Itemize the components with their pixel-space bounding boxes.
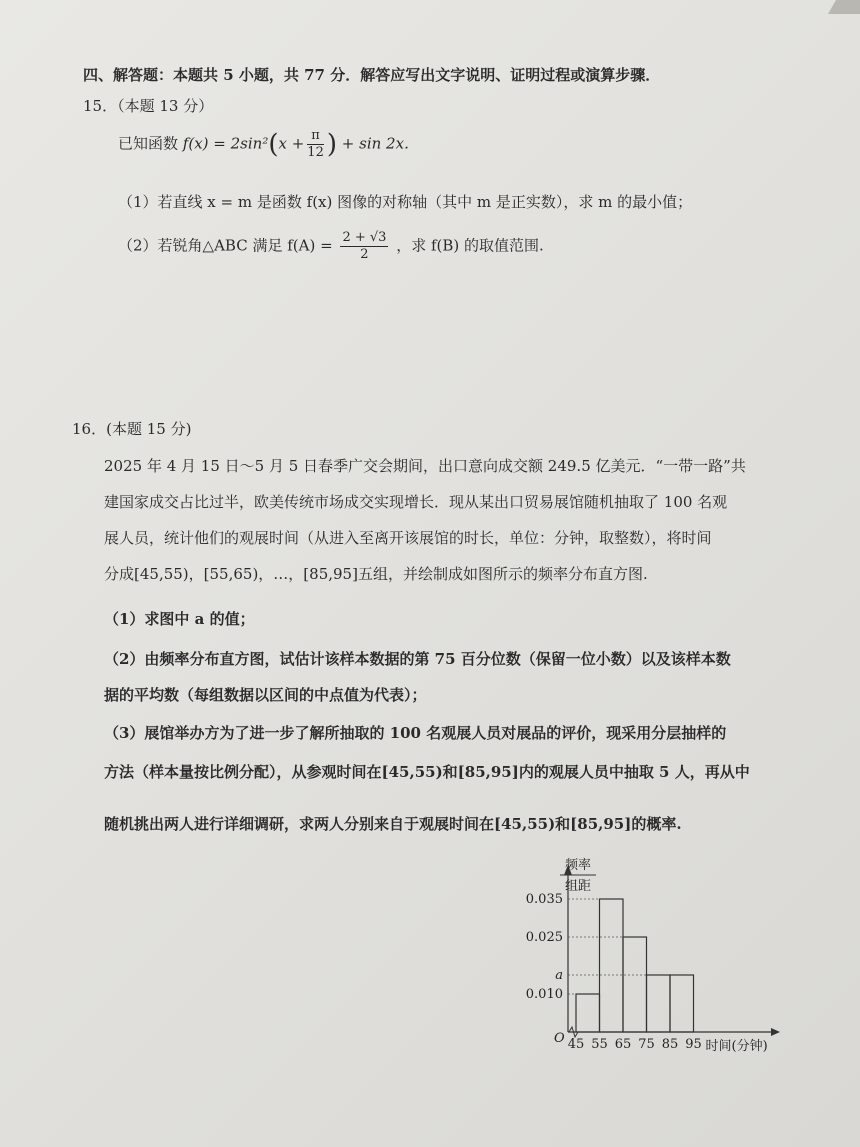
q16-number: 16． — [72, 420, 107, 438]
q15-part2-prefix: （2）若锐角△ABC 满足 f(A) = — [118, 236, 333, 255]
y-tick-label: 0.010 — [525, 987, 563, 1002]
q15-stem: 已知函数 f(x) = 2sin²(x + $\frac{\pi}{12}$ ) + sin 2x． — [118, 128, 420, 160]
histogram-bar — [576, 994, 600, 1032]
histogram-bar — [670, 975, 694, 1032]
x-tick-label: 45 — [567, 1037, 585, 1052]
q16-score: (本题 15 分) — [106, 420, 192, 438]
y-tick-label: 0.035 — [525, 892, 563, 907]
y-tick-label: a — [555, 968, 563, 983]
q15-score: （本题 13 分） — [117, 97, 214, 115]
origin-label: O — [554, 1031, 565, 1046]
q15-stem-func: f(x) = 2sin² — [182, 134, 269, 153]
q16-para-line-1: 2025 年 4 月 15 日～5 月 5 日春季广交会期间，出口意向成交额 249.5 亿美元．“一带一路”共 — [104, 457, 746, 475]
y-axis-label-denominator: 组距 — [564, 879, 592, 894]
histogram-bar — [600, 899, 624, 1032]
q15-stem-prefix: 已知函数 — [118, 134, 179, 153]
q16-part2-line-1: （2）由频率分布直方图，试估计该样本数据的第 75 百分位数（保留一位小数）以及该样本数 — [104, 650, 731, 668]
histogram-bar — [623, 937, 647, 1032]
x-tick-label: 55 — [591, 1037, 608, 1052]
q15-part2-suffix: ，求 f(B) 的取值范围. — [396, 236, 544, 255]
frequency-histogram — [520, 850, 790, 1060]
x-tick-label: 85 — [661, 1037, 679, 1052]
y-axis-label-numerator: 频率 — [564, 858, 592, 873]
q15-part2-fraction — [340, 230, 388, 263]
q16-part3-line-1: （3）展馆举办方为了进一步了解所抽取的 100 名观展人员对展品的评价，现采用分层抽样的 — [104, 724, 727, 742]
q15-number: 15． — [83, 97, 118, 115]
q15-stem-inner: x + — [278, 134, 305, 153]
x-axis-arrow — [771, 1028, 780, 1036]
q15-frac-denominator: 12 — [307, 145, 324, 160]
histogram-bar — [647, 975, 671, 1032]
q15-part2-frac-numerator: 2 + √3 — [342, 230, 387, 245]
q16-part2-line-2: 据的平均数（每组数据以区间的中点值为代表）； — [104, 686, 427, 704]
q16-part1: （1）求图中 a 的值； — [104, 610, 255, 628]
q15-part2-frac-denominator: 2 — [360, 247, 369, 262]
q15-heading — [83, 95, 213, 116]
q15-part1: （1）若直线 x = m 是函数 f(x) 图像的对称轴（其中 m 是正实数），求 m 的最小值； — [118, 193, 693, 211]
q16-heading — [72, 418, 191, 439]
section-header: 四、解答题：本题共 5 小题，共 77 分．解答应写出文字说明、证明过程或演算步骤． — [83, 66, 661, 84]
q15-stem-fraction — [307, 128, 324, 161]
q15-frac-numerator: π — [307, 128, 324, 145]
q16-part3-line-3: 随机挑出两人进行详细调研，求两人分别来自于观展时间在[45,55)和[85,95]的概率. — [104, 815, 682, 833]
y-tick-label: 0.025 — [525, 930, 563, 945]
x-axis-label: 时间(分钟) — [705, 1039, 768, 1054]
q15-part2 — [118, 230, 544, 263]
page-corner-fold — [828, 0, 860, 14]
x-tick-label: 75 — [638, 1037, 655, 1052]
x-tick-label: 95 — [685, 1037, 702, 1052]
x-tick-label: 65 — [614, 1037, 632, 1052]
q16-para-line-4: 分成[45,55)，[55,65)，…，[85,95]五组，并绘制成如图所示的频率分布直方图. — [104, 565, 648, 583]
q16-part3-line-2: 方法（样本量按比例分配），从参观时间在[45,55)和[85,95]内的观展人员中抽取 5 人，再从中 — [104, 763, 750, 781]
q16-para-line-3: 展人员，统计他们的观展时间（从进入至离开该展馆的时长，单位：分钟，取整数），将时间 — [104, 529, 712, 547]
q15-stem-suffix: + sin 2x． — [341, 134, 420, 153]
q16-para-line-2: 建国家成交占比过半，欧美传统市场成交实现增长．现从某出口贸易展馆随机抽取了 100 名观 — [104, 493, 728, 511]
